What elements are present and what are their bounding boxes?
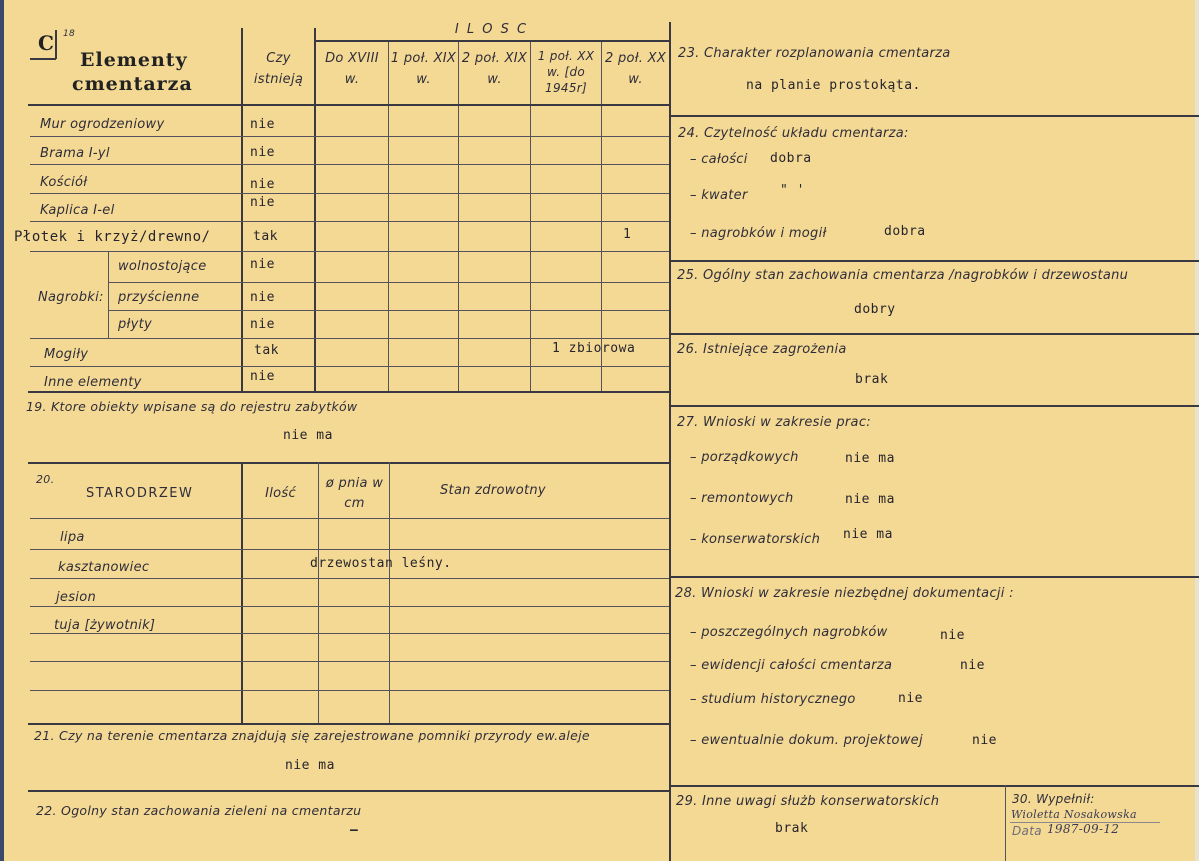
s28-item-label-studium: – studium historycznego [690,692,856,707]
grid-line [669,260,1199,262]
row-extra-plotek: 1 [623,227,632,242]
row-value-kosciol: nie [250,177,275,192]
s20-col-ilosc: Ilość [265,486,296,501]
card-number: 18 [63,29,76,39]
row-label-brama: Brama I-yl [40,146,110,161]
s27-item-label-porzadkowych: – porządkowych [690,450,799,465]
row-value-plyty: nie [250,317,275,332]
tree-lipa: lipa [60,530,85,545]
s20-num: 20. [36,473,55,486]
s27-item-label-konserwatorskich: – konserwatorskich [690,532,821,547]
s28-item-label-projektowej: – ewentualnie dokum. projektowej [690,733,923,748]
s28-item-label-ewidencji: – ewidencji całości cmentarza [690,658,893,673]
grid-line [30,578,669,579]
s24-item-value-nagrobkow: dobra [884,224,926,239]
s28-item-value-projektowej: nie [972,733,997,748]
s19-value: nie ma [283,428,333,443]
row-extra-mogily: 1 zbiorowa [552,341,636,356]
col-header-2pol-xix: 2 poł. XIX w. [461,51,528,87]
grid-line [458,42,459,392]
card-edge-right [1195,0,1199,861]
grid-line [30,136,669,137]
s27-label: 27. Wnioski w zakresie prac: [677,415,871,430]
s20-note: drzewostan leśny. [310,556,452,571]
row-label-mogily: Mogiły [44,347,89,362]
row-label-wolnostojace: wolnostojące [118,259,207,274]
s29-value: brak [775,821,809,836]
tree-kasztanowiec: kasztanowiec [58,560,150,575]
grid-line [30,251,669,252]
nagrobki-label: Nagrobki: [38,290,104,305]
grid-line [1005,785,1006,861]
col-header-1pol-xix: 1 poł. XIX w. [390,51,457,87]
letter-underline [30,58,56,60]
s29-label: 29. Inne uwagi służb konserwatorskich [676,794,940,809]
grid-line [314,40,669,42]
s25-label: 25. Ogólny stan zachowania cmentarza /nagrobków i drzewostanu [677,268,1129,283]
grid-line [108,282,669,283]
tree-jesion: jesion [56,590,96,605]
s23-label: 23. Charakter rozplanowania cmentarza [678,46,951,61]
s22-label: 22. Ogolny stan zachowania zieleni na cmentarzu [36,803,362,818]
s28-item-value-nagrobkow: nie [940,628,965,643]
page-title-line2: cmentarza [72,73,193,95]
s25-value: dobry [854,302,896,317]
grid-line [28,391,669,393]
row-value-inne: nie [250,369,275,384]
row-label-kaplica: Kaplica I-el [40,203,115,218]
s20-title: STARODRZEW [86,486,194,501]
grid-line [30,661,669,662]
s27-item-value-porzadkowych: nie ma [845,451,895,466]
s26-value: brak [855,372,889,387]
letter-box-line [55,30,57,59]
grid-line [669,405,1199,407]
s20-col-pnia: ø pnia w cm [325,476,384,511]
row-label-mur: Mur ogrodzeniowy [40,117,165,132]
s24-item-label-calosci: – całości [690,152,748,167]
grid-line [28,723,669,725]
grid-line [108,310,669,311]
s30-date: 1987-09-12 [1047,822,1120,836]
col-header-do-xviii: Do XVIII w. [325,51,379,87]
row-value-przyscienne: nie [250,290,275,305]
s24-item-value-kwater: " ' [780,183,805,198]
grid-line [669,576,1199,578]
row-value-kaplica: nie [250,195,275,210]
grid-line [30,338,669,339]
s30-label: 30. Wypełnił: [1012,792,1095,806]
s22-value: – [350,823,359,838]
row-value-plotek: tak [253,229,278,244]
s21-value: nie ma [285,758,335,773]
s24-label: 24. Czytelność układu cmentarza: [678,126,909,141]
grid-line [30,518,669,519]
s27-item-value-remontowych: nie ma [845,492,895,507]
grid-line [28,790,669,792]
row-value-wolnostojace: nie [250,257,275,272]
s27-item-value-konserwatorskich: nie ma [843,527,893,542]
s30-name-signature: Wioletta Nosakowska [1011,808,1137,821]
grid-line [28,104,669,106]
center-divider [669,22,671,861]
grid-line [318,462,319,724]
s26-label: 26. Istniejące zagrożenia [677,342,847,357]
grid-line [30,633,669,634]
grid-line [601,42,602,392]
s19-label: 19. Ktore obiekty wpisane są do rejestru zabytków [26,399,358,414]
grid-line [30,193,669,194]
row-value-mur: nie [250,117,275,132]
grid-line [28,462,669,464]
s21-label: 21. Czy na terenie cmentarza znajdują się zarejestrowane pomniki przyrody ew.aleje [34,728,590,743]
card-edge-left [0,0,4,861]
row-label-plotek: Płotek i krzyż/drewno/ [14,229,211,245]
grid-line [30,549,669,550]
card-letter: C [38,31,55,55]
s28-label: 28. Wnioski w zakresie niezbędnej dokumentacji : [675,586,1014,601]
grid-line [669,785,1199,787]
s28-item-value-ewidencji: nie [960,658,985,673]
grid-line [30,690,669,691]
row-label-plyty: płyty [118,317,152,332]
grid-line [388,42,389,392]
col-header-ilosc: I L O S C [454,22,529,37]
s28-item-value-studium: nie [898,691,923,706]
grid-line [30,221,669,222]
tree-tuja: tuja [żywotnik] [54,618,156,633]
s20-col-stan: Stan zdrowotny [440,483,546,498]
grid-line [669,333,1199,335]
col-header-2pol-xx: 2 poł. XX w. [604,51,667,87]
grid-line [30,606,669,607]
row-label-inne: Inne elementy [44,375,142,390]
page-title-line1: Elementy [80,49,188,71]
col-header-1pol-xx: 1 poł. XX w. [do 1945r] [537,49,595,95]
row-value-mogily: tak [254,343,279,358]
grid-line [108,252,109,339]
row-value-brama: nie [250,145,275,160]
s24-item-label-kwater: – kwater [690,188,748,203]
s27-item-label-remontowych: – remontowych [690,491,794,506]
grid-line [30,366,669,367]
grid-line [30,164,669,165]
row-label-przyscienne: przyścienne [118,290,200,305]
row-label-kosciol: Kościół [40,175,88,190]
s24-item-value-calosci: dobra [770,151,812,166]
s23-value: na planie prostokąta. [746,78,921,93]
s30-date-label: Data [1012,824,1042,838]
col-header-czy: Czy istnieją [253,51,304,87]
grid-line [389,462,390,724]
s28-item-label-nagrobkow: – poszczególnych nagrobków [690,625,888,640]
grid-line [669,115,1199,117]
grid-line [241,462,243,724]
s24-item-label-nagrobkow: – nagrobków i mogił [690,226,827,241]
